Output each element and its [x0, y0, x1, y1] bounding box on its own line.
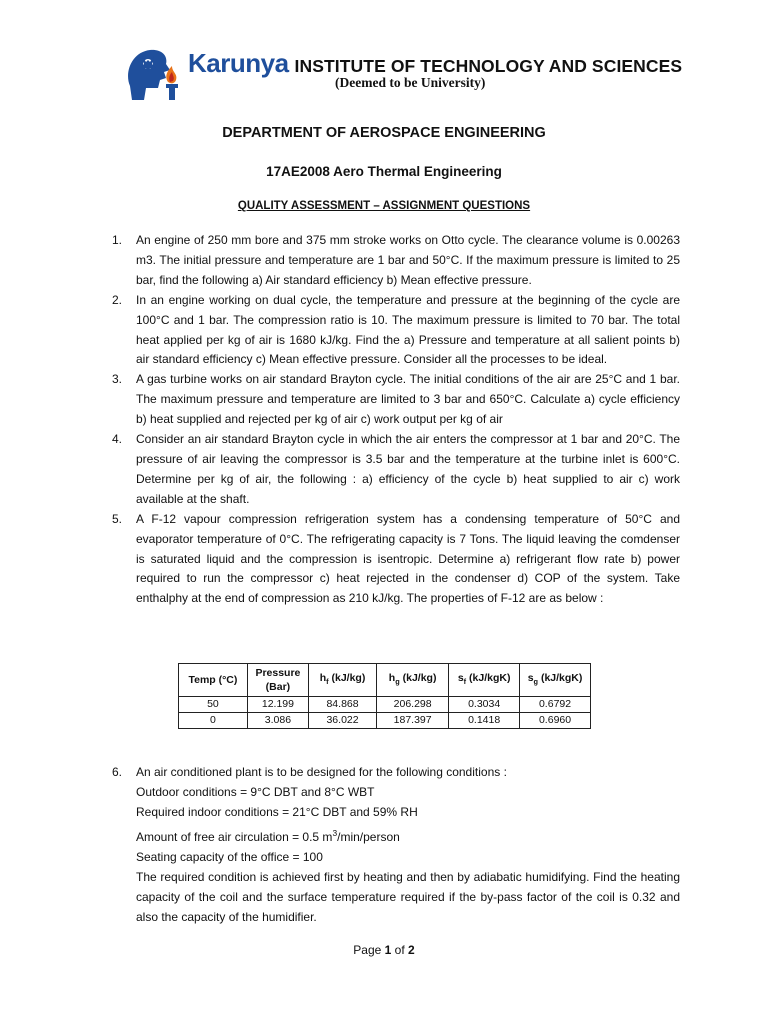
question-item-6 — [112, 762, 680, 928]
q6-air-circulation — [136, 823, 680, 847]
footer-page-word: Page — [353, 943, 382, 957]
q6-air-unit: /min/person — [337, 829, 400, 844]
header-sf-symbol: s — [457, 671, 464, 684]
question-item — [112, 510, 680, 610]
question-item — [112, 370, 680, 430]
karunya-logo-icon — [122, 42, 186, 106]
table-cell: 0 — [179, 713, 248, 729]
table-cell: 36.022 — [308, 713, 376, 729]
q6-air-text: Amount of free air circulation = 0.5 m — [136, 829, 333, 844]
table-row — [179, 697, 591, 713]
header-hg-unit: (kJ/kg) — [399, 671, 437, 684]
header-hf-unit: (kJ/kg) — [328, 671, 366, 684]
question-item — [112, 231, 680, 291]
question-number: 2. — [112, 292, 123, 307]
header-hg — [377, 664, 449, 697]
header-hg-sub: g — [395, 677, 400, 687]
table-cell: 206.298 — [377, 697, 449, 713]
table-cell: 0.6960 — [520, 713, 591, 729]
page-footer — [0, 943, 768, 957]
question-text: A F-12 vapour compression refrigeration system has a condensing temperature of 50°C and evaporator temperature of 0°C. The refrigerating capacity is 7 Tons. The liquid leaving the comdenser is saturated liquid and the compression is isentropic. Determine a) refrigerant flow rate b) power required to run the compressor c) heat rejected in the condenser d) COP of the system. Take enthalphy at the end of compression as 210 kJ/kg. The properties of F-12 are as below : — [136, 511, 680, 606]
q6-body: The required condition is achieved first by heating and then by adiabatic humidifying. Find the heating capacity of the coil and the surface temperature required if the by-pass factor of the coil is 0.32 and also the capacity of the humidifier. — [136, 870, 680, 925]
header-hf-sub: f — [326, 677, 329, 687]
table-cell: 3.086 — [247, 713, 308, 729]
footer-page-total: 2 — [408, 943, 415, 957]
header-hg-symbol: h — [388, 671, 396, 684]
q6-air-exponent: 3 — [332, 827, 338, 838]
header-sg-sub: g — [533, 677, 539, 687]
header-sg-symbol: s — [527, 671, 534, 684]
institute-title: INSTITUTE OF TECHNOLOGY AND SCIENCES — [294, 56, 683, 76]
header-pressure: Pressure (Bar) — [247, 664, 308, 697]
question-number: 6. — [112, 765, 123, 779]
question-list — [112, 231, 680, 609]
footer-of-word: of — [394, 943, 405, 957]
q6-outdoor: Outdoor conditions = 9°C DBT and 8°C WBT — [136, 785, 375, 800]
header-temp: Temp (°C) — [179, 664, 248, 697]
table-cell: 84.868 — [308, 697, 376, 713]
table-cell: 187.397 — [377, 713, 449, 729]
question-text: In an engine working on dual cycle, the temperature and pressure at the beginning of the cycle are 100°C and 1 bar. The compression ratio is 10. The maximum pressure is limited to 70 bar. The total heat applied per kg of air is 1680 kJ/kg. Find the a) Pressure and temperature at all salient points b) air standard efficiency c) Mean effective pressure. Consider all the processes to be ideal. — [136, 292, 680, 367]
header-hf-symbol: h — [319, 671, 327, 684]
q6-indoor: Required indoor conditions = 21°C DBT and 59% RH — [136, 805, 418, 820]
header-sf-unit: (kJ/kgK) — [466, 671, 511, 684]
footer-page-number: 1 — [384, 943, 392, 957]
section-title: QUALITY ASSESSMENT – ASSIGNMENT QUESTIONS — [237, 200, 531, 212]
question-text: Consider an air standard Brayton cycle in which the air enters the compressor at 1 bar and 20°C. The pressure of air leaving the compressor is 3.5 bar and the temperature at the turbine inlet is 600°C. Determine per kg of air, the following : a) efficiency of the cycle b) heat supplied to air c) work available at the shaft. — [136, 432, 680, 506]
deemed-university: (Deemed to be University) — [335, 75, 486, 90]
header-sf — [449, 664, 520, 697]
question-text: An engine of 250 mm bore and 375 mm stroke works on Otto cycle. The clearance volume is 0.00263 m3. The initial pressure and temperature are 1 bar and 50°C. If the maximum pressure is limited to 25 bar, find the following a) Air standard efficiency b) Mean effective pressure. — [136, 233, 680, 287]
table-cell: 0.6792 — [520, 697, 591, 713]
question-number: 5. — [112, 511, 123, 526]
question-text — [136, 762, 680, 928]
header-sg-unit: (kJ/kgK) — [538, 671, 583, 684]
question-number: 1. — [112, 233, 123, 247]
q6-seating: Seating capacity of the office = 100 — [136, 849, 323, 864]
header-hf — [308, 664, 376, 697]
f12-properties-table — [178, 663, 591, 729]
q6-intro: An air conditioned plant is to be designed for the following conditions : — [136, 765, 507, 779]
header-sf-sub: f — [463, 677, 467, 687]
table-cell: 0.3034 — [449, 697, 520, 713]
institution-header — [122, 42, 683, 110]
brand-name: Karunya — [188, 48, 289, 78]
question-item — [112, 291, 680, 371]
table-row — [179, 713, 591, 729]
department-title: DEPARTMENT OF AEROSPACE ENGINEERING — [222, 125, 546, 141]
question-number: 4. — [112, 432, 123, 447]
question-text: A gas turbine works on air standard Brayton cycle. The initial conditions of the air are 25°C and 1 bar. The maximum pressure and temperature are limited to 3 bar and 650°C. Calculate a) cycle efficiency b) heat supplied and rejected per kg of air c) work output per kg of air — [136, 372, 680, 427]
table-cell: 0.1418 — [449, 713, 520, 729]
question-number: 3. — [112, 372, 123, 387]
table-cell: 12.199 — [247, 697, 308, 713]
table-cell: 50 — [179, 697, 248, 713]
question-item — [112, 430, 680, 510]
table-header-row — [179, 664, 591, 697]
course-title: 17AE2008 Aero Thermal Engineering — [266, 164, 502, 179]
header-sg — [520, 664, 591, 697]
